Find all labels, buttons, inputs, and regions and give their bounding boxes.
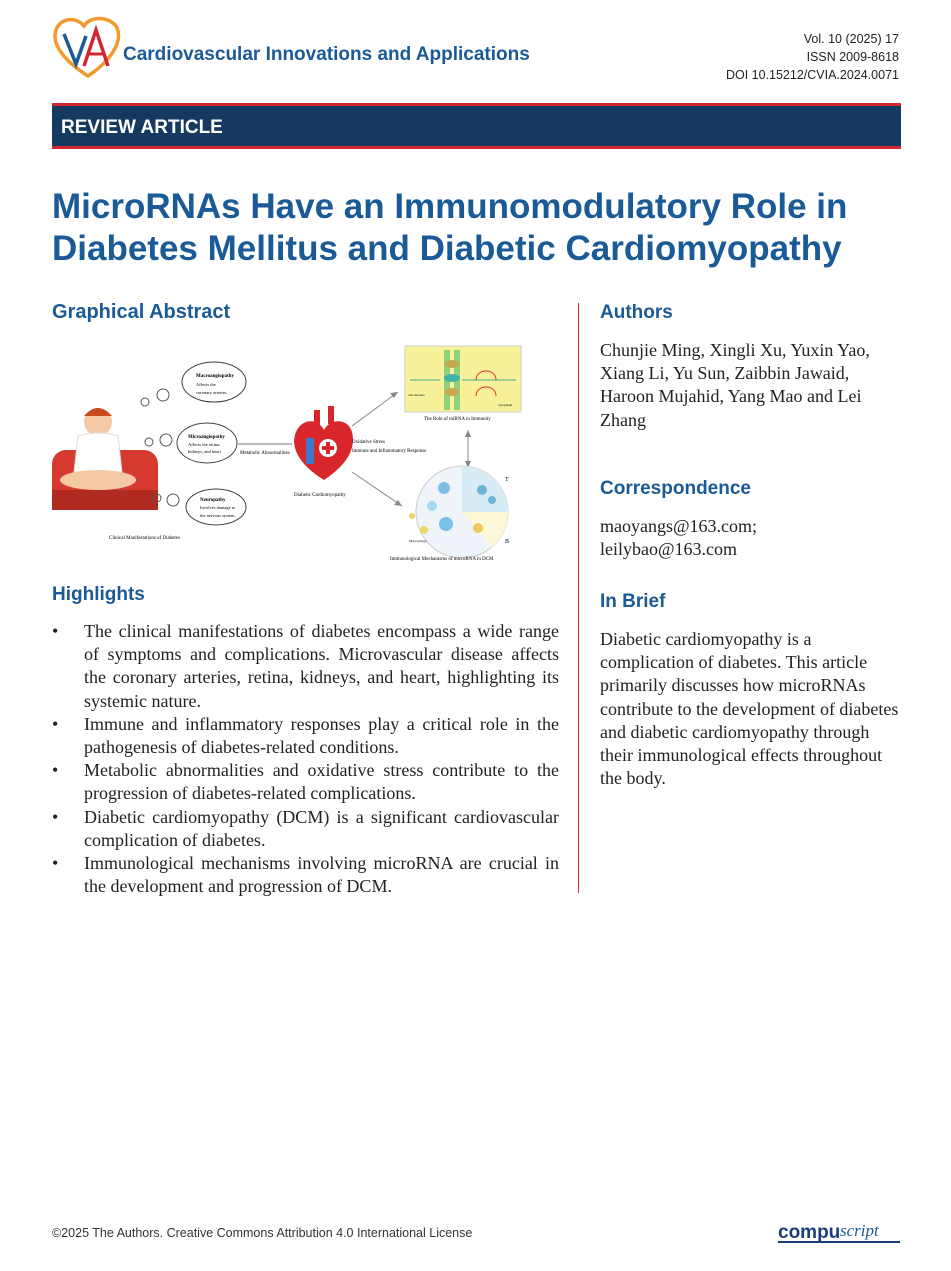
article-type-label: REVIEW ARTICLE	[61, 117, 223, 138]
authors-list: Chunjie Ming, Xingli Xu, Yuxin Yao, Xiang Li, Yu Sun, Zaibbin Jawaid, Haroon Mujahid, Yang Mao and Lei Zhang	[600, 340, 870, 430]
journal-logo	[50, 14, 126, 80]
cytoplasm-label: cytoplasm	[498, 403, 513, 407]
mirna-role-label: The Role of miRNA in Immunity	[424, 417, 491, 422]
bubble-text: the nervous system.	[200, 513, 236, 518]
dcm-label: Diabetic Cardiomyopathy	[294, 493, 346, 498]
highlight-item: • Metabolic abnormalities and oxidative stress contribute to the progression of diabetes-related complications.	[52, 759, 559, 805]
cell-nucleus-label: cell nucleus	[408, 393, 425, 397]
publisher-logo	[776, 1214, 902, 1248]
authors-heading: Authors	[600, 302, 673, 323]
publisher-logo-part1: compu	[778, 1222, 841, 1243]
mirna-panel	[405, 346, 521, 412]
email-link[interactable]: leilybao@163.com	[600, 539, 738, 560]
in-brief-text: Diabetic cardiomyopathy is a complication of diabetes. This article primarily discusses how microRNAs contribute to the development of diabetes and diabetic cardiomyopathy through their immunological effects throughout the body.	[600, 629, 899, 789]
bubble-title: Microangiopathy	[188, 435, 225, 440]
email-link[interactable]: maoyangs@163.com;	[600, 516, 758, 536]
issn: ISSN 2009-8618	[806, 50, 899, 64]
graphical-abstract-figure	[52, 340, 562, 565]
highlight-item: • The clinical manifestations of diabetes encompass a wide range of symptoms and complications. Microvascular disease affects the coronary arteries, retina, kidneys, and heart, highlighting its systemic nature.	[52, 620, 559, 713]
b-cell-marker: B	[505, 539, 510, 545]
mechanisms-panel	[409, 466, 508, 558]
highlight-item: • Immune and inflammatory responses play a critical role in the pathogenesis of diabetes-related conditions.	[52, 713, 559, 759]
highlights-heading: Highlights	[52, 584, 145, 605]
publisher-logo-part2: script	[840, 1221, 879, 1240]
highlight-item: • Diabetic cardiomyopathy (DCM) is a significant cardiovascular complication of diabetes.	[52, 806, 559, 852]
bubble-text: coronary arteries.	[196, 390, 228, 395]
bubble-title: Neuropathy	[200, 498, 226, 503]
bubble-text: Affects the	[196, 382, 216, 387]
graphical-abstract-heading: Graphical Abstract	[52, 301, 231, 323]
volume-info: Vol. 10 (2025) 17	[803, 32, 899, 46]
oxidative-label: Oxidative Stress	[352, 440, 385, 445]
heart-icon	[294, 406, 353, 480]
title-line-2: Diabetes Mellitus and Diabetic Cardiomyopathy	[52, 229, 842, 268]
article-type-banner	[52, 103, 901, 149]
correspondence-emails	[600, 515, 905, 561]
metabolic-label: Metabolic Abnormalities	[240, 451, 290, 456]
bubble-text: Involves damage to	[200, 505, 236, 510]
column-divider	[578, 303, 579, 893]
correspondence-heading: Correspondence	[600, 478, 751, 499]
macrophage-label: Macrophage	[409, 539, 427, 543]
license-text: ©2025 The Authors. Creative Commons Attribution 4.0 International License	[52, 1226, 473, 1240]
in-brief-heading: In Brief	[600, 591, 666, 612]
person-illustration	[52, 408, 158, 510]
t-cell-marker: T	[505, 477, 509, 483]
journal-name: Cardiovascular Innovations and Applications	[123, 44, 530, 65]
article-title	[52, 186, 912, 270]
bubble-title: Macroangiopathy	[196, 374, 234, 379]
bubble-text: kidneys, and heart	[188, 449, 221, 454]
bubble-text: Affects the retina,	[188, 442, 221, 447]
doi[interactable]: DOI 10.15212/CVIA.2024.0071	[725, 68, 899, 82]
highlight-item: • Immunological mechanisms involving microRNA are crucial in the development and progression of DCM.	[52, 852, 559, 898]
title-line-1: MicroRNAs Have an Immunomodulatory Role in	[52, 187, 848, 226]
immune-label: Immune and Inflammatory Response	[352, 449, 427, 454]
clinical-label: Clinical Manifestations of Diabetes	[109, 536, 180, 541]
highlights-list	[52, 620, 559, 898]
mechanisms-label: Immunological Mechanisms of microRNA in DCM	[390, 557, 494, 562]
article-meta	[726, 30, 899, 84]
